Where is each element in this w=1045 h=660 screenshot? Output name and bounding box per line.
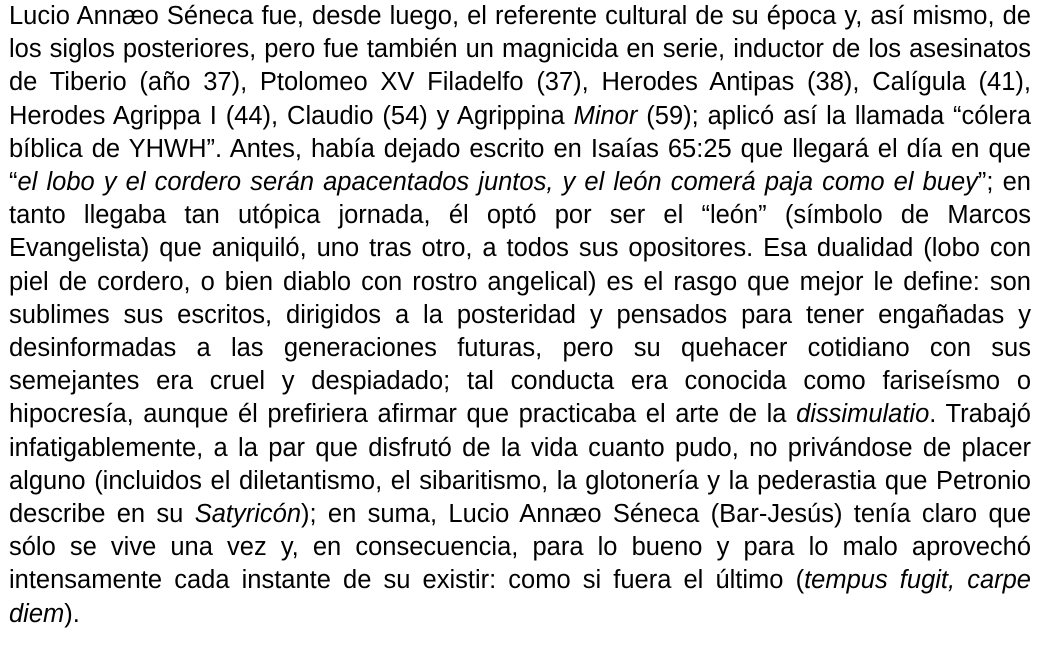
italic-quote-segment: el lobo y el cordero serán apacentados juntos, y el león comerá paja como el buey — [17, 168, 978, 197]
text-segment: ”; en tanto llegaba tan utópica jornada, él optó por ser el “león” (símbolo de Marcos Evangelista) que aniquiló, uno tras otro, a todos sus opositores. Esa dualidad (lobo con piel de cordero, o bien diablo con rostro angelical) es el rasgo que mejor le define: son sublimes sus escritos, dirigidos a la posteridad y pensados para tener engañadas y desinformadas a las generaciones futuras, pero su quehacer cotidiano con sus semejantes era cruel y despiadado; tal conducta era conocida como fariseísmo o hipocresía, aunque él prefiriera afirmar que practicaba el arte de la — [9, 168, 1031, 429]
text-segment: ); en suma, Lucio Annæo Séneca (Bar-Jesús) tenía claro que sólo se vive una vez y, en consecuencia, para lo bueno y para lo malo aprovechó intensamente cada instante de su existir: como si fuera el último ( — [9, 500, 1031, 595]
text-segment: Lucio Annæo Séneca fue, desde luego, el referente cultural de su época y, así mismo, de los siglos posteriores, pero fue también un magnicida en serie, inductor de los asesinatos de Tiberio (año 37), Ptolomeo XV Filadelfo (37), Herodes Antipas (38), Calígula (41), Herodes Agrippa I (44), Claudio (54) y Agrippina — [9, 2, 1031, 130]
text-segment: ). — [64, 599, 80, 628]
italic-title-segment: Satyricón — [194, 500, 301, 529]
body-paragraph — [9, 0, 1031, 631]
italic-latin-phrase-segment: tempus fugit, carpe diem — [9, 566, 1031, 628]
italic-text-segment: Minor — [573, 101, 638, 130]
italic-text-segment: dissimulatio — [796, 400, 930, 429]
text-segment: (59); aplicó así la llamada “cólera bíblica de YHWH”. Antes, había dejado escrito en Isaías 65:25 que llegará el día en que “ — [9, 101, 1031, 197]
text-segment: . Trabajó infatigablemente, a la par que disfrutó de la vida cuanto pudo, no privándose de placer alguno (incluidos el diletantismo, el sibaritismo, la glotonería y la pederastia que Petronio describe en su — [9, 400, 1031, 529]
